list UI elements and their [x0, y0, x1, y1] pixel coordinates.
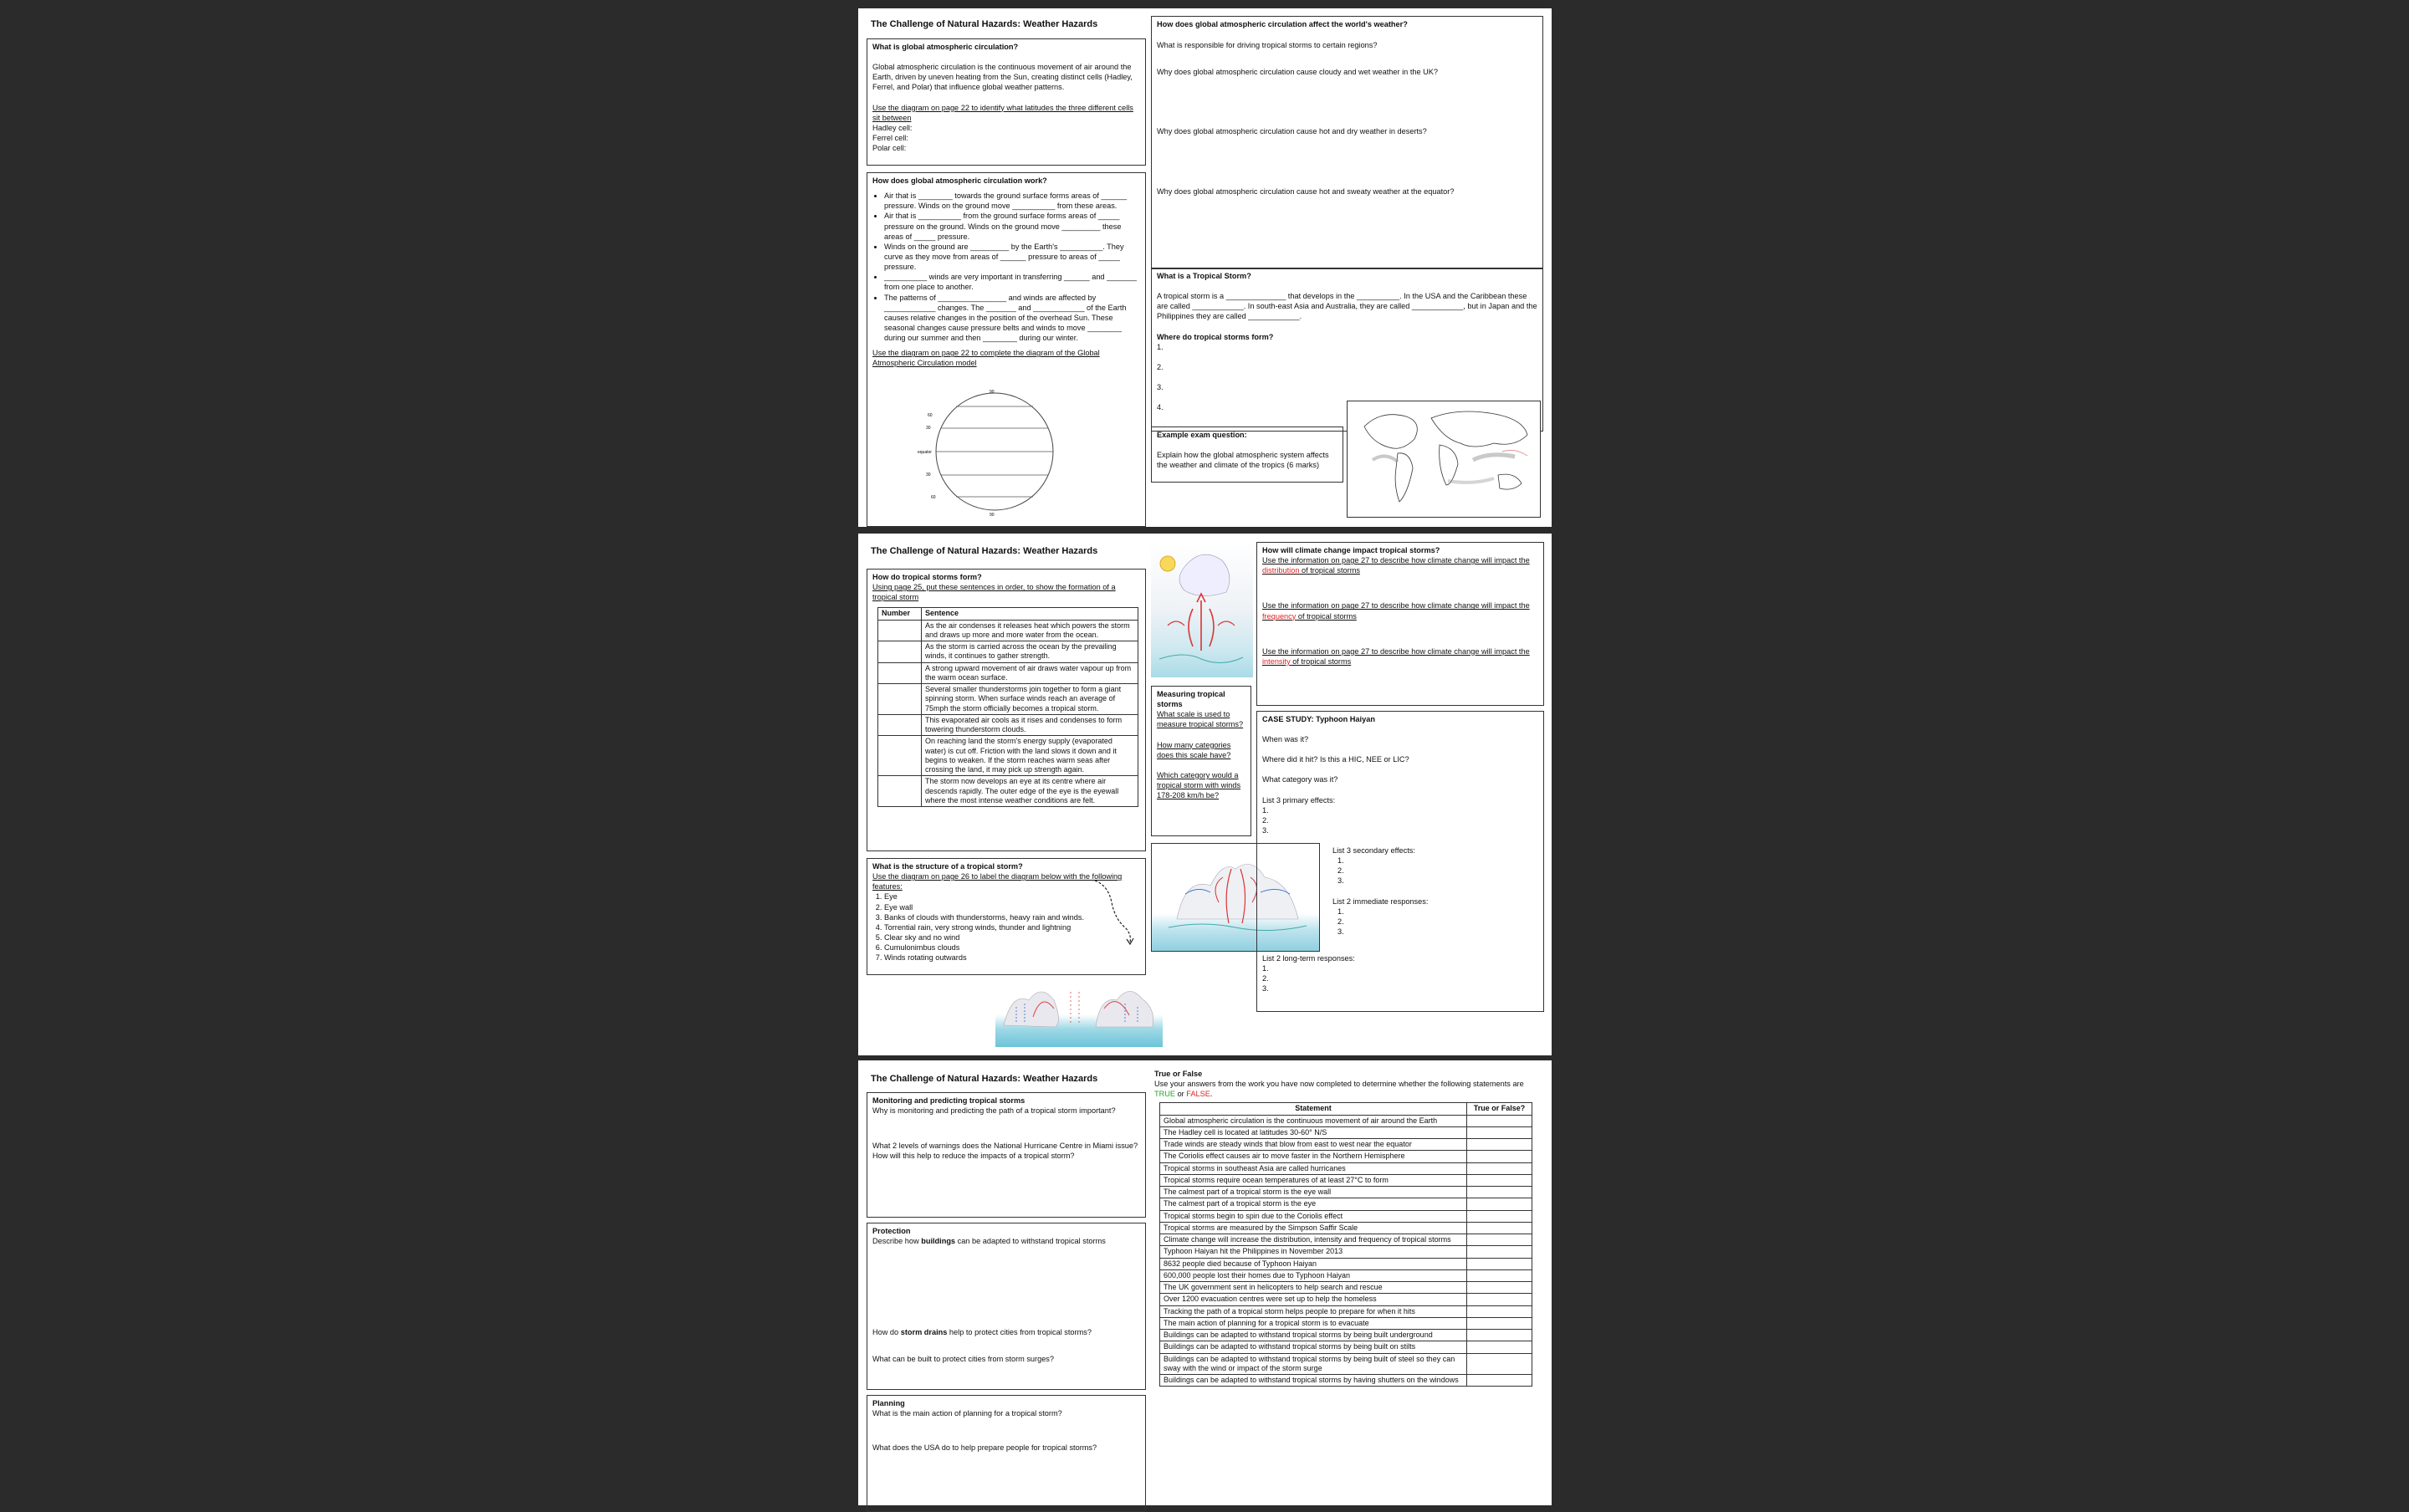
- true-word: TRUE: [1154, 1090, 1176, 1099]
- latitude-label: 30: [926, 472, 931, 478]
- world-map-image: [1347, 401, 1541, 518]
- question-text: What is responsible for driving tropical storms to certain regions?: [1157, 41, 1378, 50]
- statement-cell: The calmest part of a tropical storm is the eye: [1160, 1198, 1467, 1210]
- sentence-cell: Several smaller thunderstorms join together to form a giant spinning storm. When surface winds reach an average of 75mph the storm officially becomes a tropical storm.: [922, 684, 1138, 715]
- answer-cell[interactable]: [1467, 1330, 1532, 1341]
- table-row: [1160, 1341, 1532, 1353]
- section-title: Measuring tropical storms: [1157, 690, 1225, 709]
- table-row: [1160, 1317, 1532, 1329]
- feature-item: 7. Winds rotating outwards: [884, 953, 1140, 963]
- question-text: [872, 1236, 1140, 1246]
- table-row: [1160, 1210, 1532, 1222]
- question-text: How many categories does this scale have?: [1157, 740, 1231, 759]
- instruction-text: Use the diagram on page 22 to complete the diagram of the Global Atmospheric Circulation model: [872, 349, 1100, 368]
- table-row: [1160, 1330, 1532, 1341]
- latitude-label: 90: [990, 390, 995, 395]
- question-part: How do: [872, 1328, 901, 1337]
- order-number-cell[interactable]: [878, 776, 922, 807]
- question-part: Use the information on page 27 to describe how climate change will impact the: [1262, 646, 1530, 656]
- question-text: What scale is used to measure tropical storms?: [1157, 710, 1244, 729]
- answer-cell[interactable]: [1467, 1375, 1532, 1387]
- question-text: Why is monitoring and predicting the path of a tropical storm important?: [872, 1106, 1116, 1116]
- table-row: [878, 714, 1138, 736]
- instruction-part: or: [1175, 1090, 1187, 1099]
- feature-item: 1. Eye: [884, 891, 1140, 902]
- table-row: [1160, 1294, 1532, 1305]
- feature-item: 6. Cumulonimbus clouds: [884, 942, 1140, 953]
- section-global-circulation: [867, 38, 1146, 166]
- instruction-text: Use the diagram on page 22 to identify what latitudes the three different cells sit between: [872, 103, 1133, 122]
- fill-in-item: • Air that is __________ from the ground surface forms areas of _____ pressure on the ground. Winds on the ground move _________ these areas of _____ pressure.: [884, 211, 1140, 241]
- sentence-cell: As the air condenses it releases heat which powers the storm and draws up more and more water from the ocean.: [922, 620, 1138, 641]
- question-part: of tropical storms: [1299, 566, 1360, 575]
- list-number: 2.: [1262, 974, 1269, 983]
- answer-cell[interactable]: [1467, 1162, 1532, 1174]
- question-text: When was it?: [1262, 735, 1309, 744]
- feature-item: 4. Torrential rain, very strong winds, thunder and lightning: [884, 922, 1140, 932]
- feature-item: 2. Eye wall: [884, 902, 1140, 912]
- table-row: [878, 684, 1138, 715]
- statement-cell: Buildings can be adapted to withstand tropical storms by having shutters on the windows: [1160, 1375, 1467, 1387]
- question-text: Where did it hit? Is this a HIC, NEE or LIC?: [1262, 755, 1409, 764]
- feature-item: 3. Banks of clouds with thunderstorms, heavy rain and winds.: [884, 912, 1140, 922]
- table-row: [1160, 1174, 1532, 1186]
- sentence-cell: As the storm is carried across the ocean by the prevailing winds, it continues to gather strength.: [922, 641, 1138, 663]
- statement-cell: Tropical storms require ocean temperatures of at least 27°C to form: [1160, 1174, 1467, 1186]
- table-row: [1160, 1353, 1532, 1375]
- section-climate-change: [1256, 542, 1544, 706]
- statement-cell: Tropical storms in southeast Asia are called hurricanes: [1160, 1162, 1467, 1174]
- question-text: What 2 levels of warnings does the National Hurricane Centre in Miami issue? How will this help to reduce the impacts of a tropical storm?: [872, 1142, 1138, 1161]
- answer-cell[interactable]: [1467, 1246, 1532, 1258]
- section-title: What is a Tropical Storm?: [1157, 272, 1251, 280]
- false-word: FALSE: [1186, 1090, 1210, 1099]
- hadley-label: Hadley cell:: [872, 123, 913, 132]
- answer-cell[interactable]: [1467, 1210, 1532, 1222]
- list-number: 1.: [1337, 907, 1344, 916]
- statement-cell: The Hadley cell is located at latitudes 30-60° N/S: [1160, 1126, 1467, 1138]
- question-part: of tropical storms: [1290, 656, 1352, 666]
- latitude-label: equator: [918, 450, 932, 455]
- section-title: What is global atmospheric circulation?: [872, 43, 1019, 51]
- dashed-arrow-icon: [1092, 877, 1142, 948]
- list-number: 1.: [1262, 805, 1269, 815]
- keyword-buildings: buildings: [921, 1237, 956, 1246]
- long-term-responses-block: [1262, 953, 1355, 994]
- page-title: The Challenge of Natural Hazards: Weather Hazards: [871, 1074, 1098, 1084]
- table-row: [878, 620, 1138, 641]
- question-text: List 2 immediate responses:: [1332, 896, 1429, 906]
- statement-cell: Tropical storms are measured by the Simpson Saffir Scale: [1160, 1222, 1467, 1234]
- feature-item: 5. Clear sky and no wind: [884, 932, 1140, 942]
- list-number: 2.: [1262, 815, 1269, 825]
- section-body: Global atmospheric circulation is the continuous movement of air around the Earth, driven by uneven heating from the Sun, creating distinct cells (Hadley, Ferrel, and Polar) that influence global weather patterns.: [872, 63, 1133, 92]
- fill-in-list: [884, 191, 1140, 343]
- question-part: can be adapted to withstand tropical storms: [955, 1237, 1106, 1246]
- storm-formation-sketch-image: [1151, 542, 1253, 677]
- section-how-circulation-works: [867, 172, 1146, 527]
- question-text: Why does global atmospheric circulation cause cloudy and wet weather in the UK?: [1157, 68, 1439, 77]
- question-text: What does the USA do to help prepare people for tropical storms?: [872, 1443, 1097, 1453]
- question-part: help to protect cities from tropical storms?: [947, 1328, 1092, 1337]
- statement-cell: The Coriolis effect causes air to move faster in the Northern Hemisphere: [1160, 1151, 1467, 1162]
- list-number: 3.: [1337, 927, 1344, 936]
- section-title: Monitoring and predicting tropical storms: [872, 1096, 1025, 1105]
- answer-cell[interactable]: [1467, 1115, 1532, 1126]
- list-number: 1.: [1337, 856, 1344, 866]
- section-title: How does global atmospheric circulation work?: [872, 176, 1047, 185]
- list-number: 2.: [1157, 362, 1164, 371]
- statement-cell: Global atmospheric circulation is the continuous movement of air around the Earth: [1160, 1115, 1467, 1126]
- table-row: [1160, 1234, 1532, 1246]
- statement-cell: Tracking the path of a tropical storm helps people to prepare for when it hits: [1160, 1305, 1467, 1317]
- statement-cell: Typhoon Haiyan hit the Philippines in November 2013: [1160, 1246, 1467, 1258]
- order-number-cell[interactable]: [878, 620, 922, 641]
- formation-order-table: [877, 607, 1138, 807]
- list-number: 1.: [1262, 964, 1269, 973]
- keyword-distribution: distribution: [1262, 566, 1300, 575]
- answer-cell[interactable]: [1467, 1187, 1532, 1198]
- order-number-cell[interactable]: [878, 662, 922, 684]
- answer-cell[interactable]: [1467, 1341, 1532, 1353]
- section-exam-question: [1151, 427, 1343, 483]
- table-row: [1160, 1151, 1532, 1162]
- page-title: The Challenge of Natural Hazards: Weather Hazards: [871, 19, 1098, 29]
- question-text: What category was it?: [1262, 775, 1338, 784]
- section-monitoring: [867, 1092, 1146, 1218]
- answer-cell[interactable]: [1467, 1294, 1532, 1305]
- question-part: Describe how: [872, 1237, 922, 1246]
- latitude-label: 60: [928, 413, 933, 418]
- globe-circulation-diagram: [918, 389, 1065, 523]
- table-row: [1160, 1246, 1532, 1258]
- statement-cell: Tropical storms begin to spin due to the Coriolis effect: [1160, 1210, 1467, 1222]
- question-text: What is the main action of planning for a tropical storm?: [872, 1409, 1062, 1418]
- instruction-part: Use your answers from the work you have now completed to determine whether the following statements are: [1154, 1080, 1524, 1089]
- list-number: 4.: [1157, 403, 1164, 412]
- statement-cell: Buildings can be adapted to withstand tropical storms by being built underground: [1160, 1330, 1467, 1341]
- table-row: [1160, 1305, 1532, 1317]
- section-storm-structure: [867, 858, 1146, 975]
- list-number: 3.: [1157, 382, 1164, 391]
- latitude-label: 30: [926, 426, 931, 431]
- answer-cell[interactable]: [1467, 1126, 1532, 1138]
- question-part: of tropical storms: [1296, 611, 1357, 621]
- table-row: [878, 776, 1138, 807]
- statement-cell: Buildings can be adapted to withstand tropical storms by being built of steel so they can sway with the wind or impact of the storm surge: [1160, 1353, 1467, 1375]
- table-row: [878, 662, 1138, 684]
- answer-cell[interactable]: [1467, 1353, 1532, 1375]
- answer-cell[interactable]: [1467, 1151, 1532, 1162]
- table-row: [1160, 1375, 1532, 1387]
- question-text: List 2 long-term responses:: [1262, 954, 1355, 963]
- table-row: [1160, 1126, 1532, 1138]
- answer-cell[interactable]: [1467, 1139, 1532, 1151]
- section-body: Explain how the global atmospheric system affects the weather and climate of the tropics (6 marks): [1157, 451, 1329, 470]
- table-row: [1160, 1269, 1532, 1281]
- sentence-cell: On reaching land the storm's energy supply (evaporated water) is cut off. Friction with the land slows it down and it begins to weaken. If the storm reaches warm seas after crossing the land, it may pick up strength again.: [922, 736, 1138, 776]
- sentence-cell: This evaporated air cools as it rises and condenses to form towering thunderstorm clouds.: [922, 714, 1138, 736]
- section-body: A tropical storm is a ______________ that develops in the __________. In the USA and the Caribbean these are called ____________. In south-east Asia and Australia, they are called ____________, but in Japan and the Philippines they are called ____________.: [1157, 292, 1537, 321]
- section-circulation-weather: [1151, 16, 1543, 269]
- table-row: [1160, 1162, 1532, 1174]
- sentence-cell: The storm now develops an eye at its centre where air descends rapidly. The outer edge of the eye is the eyewall where the most intense weather conditions are felt.: [922, 776, 1138, 807]
- question-part: Use the information on page 27 to describe how climate change will impact the: [1262, 601, 1530, 610]
- section-storm-formation: [867, 569, 1146, 851]
- fill-in-item: • Air that is ________ towards the ground surface forms areas of ______ pressure. Winds on the ground move __________ from these areas.: [884, 191, 1140, 211]
- answer-cell[interactable]: [1467, 1222, 1532, 1234]
- statement-cell: Climate change will increase the distribution, intensity and frequency of tropical storms: [1160, 1234, 1467, 1246]
- statement-cell: Trade winds are steady winds that blow from east to west near the equator: [1160, 1139, 1467, 1151]
- answer-cell[interactable]: [1467, 1258, 1532, 1269]
- section-title: CASE STUDY: Typhoon Haiyan: [1262, 715, 1375, 723]
- table-row: [1160, 1115, 1532, 1126]
- question-text: [1262, 600, 1538, 621]
- page-title: The Challenge of Natural Hazards: Weather Hazards: [871, 546, 1098, 556]
- worksheet-page-2: [858, 534, 1552, 1055]
- answer-cell[interactable]: [1467, 1174, 1532, 1186]
- subsection-title: Where do tropical storms form?: [1157, 332, 1274, 341]
- list-number: 1.: [1157, 342, 1164, 351]
- statement-cell: The main action of planning for a tropical storm is to evacuate: [1160, 1317, 1467, 1329]
- order-number-cell[interactable]: [878, 641, 922, 663]
- question-text: Why does global atmospheric circulation cause hot and sweaty weather at the equator?: [1157, 186, 1455, 196]
- order-number-cell[interactable]: [878, 714, 922, 736]
- keyword-intensity: intensity: [1262, 656, 1291, 666]
- section-title: How do tropical storms form?: [872, 573, 982, 581]
- list-number: 2.: [1337, 866, 1344, 876]
- worksheet-page-1: [858, 8, 1552, 527]
- question-part: Use the information on page 27 to describe how climate change will impact the: [1262, 556, 1530, 565]
- column-header: Statement: [1160, 1103, 1467, 1115]
- section-case-study-haiyan: [1256, 711, 1544, 1012]
- list-number: 2.: [1337, 917, 1344, 926]
- section-measuring-storms: [1151, 686, 1251, 836]
- latitude-label: 90: [990, 513, 995, 518]
- table-row: [1160, 1258, 1532, 1269]
- storm-cross-section-image: [995, 975, 1163, 1047]
- statement-cell: 8632 people died because of Typhoon Haiyan: [1160, 1258, 1467, 1269]
- answer-cell[interactable]: [1467, 1305, 1532, 1317]
- fill-in-item: • The patterns of ________________ and winds are affected by ____________ changes. The _______ and ____________ of the Earth causes relative changes in the position of the overhead Sun. These seasonal changes cause pressure belts and winds to move ________ during our summer and then ________ during our winter.: [884, 293, 1140, 344]
- answer-cell[interactable]: [1467, 1317, 1532, 1329]
- question-text: What can be built to protect cities from storm surges?: [872, 1355, 1055, 1364]
- section-title: How does global atmospheric circulation affect the world's weather?: [1157, 20, 1408, 28]
- table-row: [1160, 1139, 1532, 1151]
- section-protection: [867, 1223, 1146, 1390]
- fill-in-item: • Winds on the ground are _________ by the Earth's __________. They curve as they move from areas of ______ pressure to areas of _____ pressure.: [884, 242, 1140, 272]
- statement-cell: 600,000 people lost their homes due to Typhoon Haiyan: [1160, 1269, 1467, 1281]
- order-number-cell[interactable]: [878, 684, 922, 715]
- keyword-storm-drains: storm drains: [900, 1328, 948, 1337]
- section-true-or-false: [1151, 1069, 1543, 1512]
- latitude-label: 60: [931, 495, 936, 500]
- instruction-part: .: [1210, 1090, 1213, 1099]
- worksheet-page-3: [858, 1060, 1552, 1505]
- column-header: Sentence: [922, 608, 1138, 620]
- table-row: [878, 736, 1138, 776]
- statement-cell: Buildings can be adapted to withstand tropical storms by being built on stilts: [1160, 1341, 1467, 1353]
- table-row: [878, 641, 1138, 663]
- table-row: [1160, 1187, 1532, 1198]
- question-text: Which category would a tropical storm with winds 178-208 km/h be?: [1157, 770, 1241, 800]
- section-title: Planning: [872, 1399, 905, 1407]
- section-title: What is the structure of a tropical storm?: [872, 862, 1023, 871]
- section-title: Protection: [872, 1227, 911, 1235]
- question-text: [1262, 646, 1538, 667]
- column-header: True or False?: [1467, 1103, 1532, 1115]
- instruction-text: Use the diagram on page 26 to label the diagram below with the following features:: [872, 872, 1123, 891]
- question-text: List 3 secondary effects:: [1332, 846, 1415, 855]
- true-false-table: [1159, 1102, 1532, 1387]
- question-text: [872, 1327, 1140, 1337]
- answer-cell[interactable]: [1467, 1234, 1532, 1246]
- section-title: True or False: [1154, 1070, 1203, 1078]
- order-number-cell[interactable]: [878, 736, 922, 776]
- section-planning: [867, 1395, 1146, 1512]
- question-text: Why does global atmospheric circulation cause hot and dry weather in deserts?: [1157, 127, 1427, 136]
- fill-in-item: • __________ winds are very important in transferring ______ and _______ from one place to another.: [884, 272, 1140, 292]
- section-title: How will climate change impact tropical storms?: [1262, 546, 1440, 554]
- statement-cell: The UK government sent in helicopters to help search and rescue: [1160, 1282, 1467, 1294]
- table-row: [1160, 1198, 1532, 1210]
- statement-cell: The calmest part of a tropical storm is the eye wall: [1160, 1187, 1467, 1198]
- question-text: [1262, 555, 1538, 575]
- table-row: [1160, 1282, 1532, 1294]
- list-number: 3.: [1262, 984, 1269, 994]
- table-row: [1160, 1222, 1532, 1234]
- secondary-effects-block: [1332, 845, 1428, 937]
- sentence-cell: A strong upward movement of air draws water vapour up from the warm ocean surface.: [922, 662, 1138, 684]
- answer-cell[interactable]: [1467, 1198, 1532, 1210]
- ferrel-label: Ferrel cell:: [872, 133, 908, 142]
- question-text: List 3 primary effects:: [1262, 795, 1336, 805]
- keyword-frequency: frequency: [1262, 611, 1297, 621]
- instruction-text: Using page 25, put these sentences in order, to show the formation of a tropical storm: [872, 583, 1116, 602]
- column-header: Number: [878, 608, 922, 620]
- polar-label: Polar cell:: [872, 144, 907, 153]
- statement-cell: Over 1200 evacuation centres were set up to help the homeless: [1160, 1294, 1467, 1305]
- answer-cell[interactable]: [1467, 1269, 1532, 1281]
- section-title: Example exam question:: [1157, 431, 1247, 439]
- instruction-text: [1154, 1079, 1540, 1099]
- answer-cell[interactable]: [1467, 1282, 1532, 1294]
- list-number: 3.: [1262, 825, 1269, 835]
- list-number: 3.: [1337, 876, 1344, 886]
